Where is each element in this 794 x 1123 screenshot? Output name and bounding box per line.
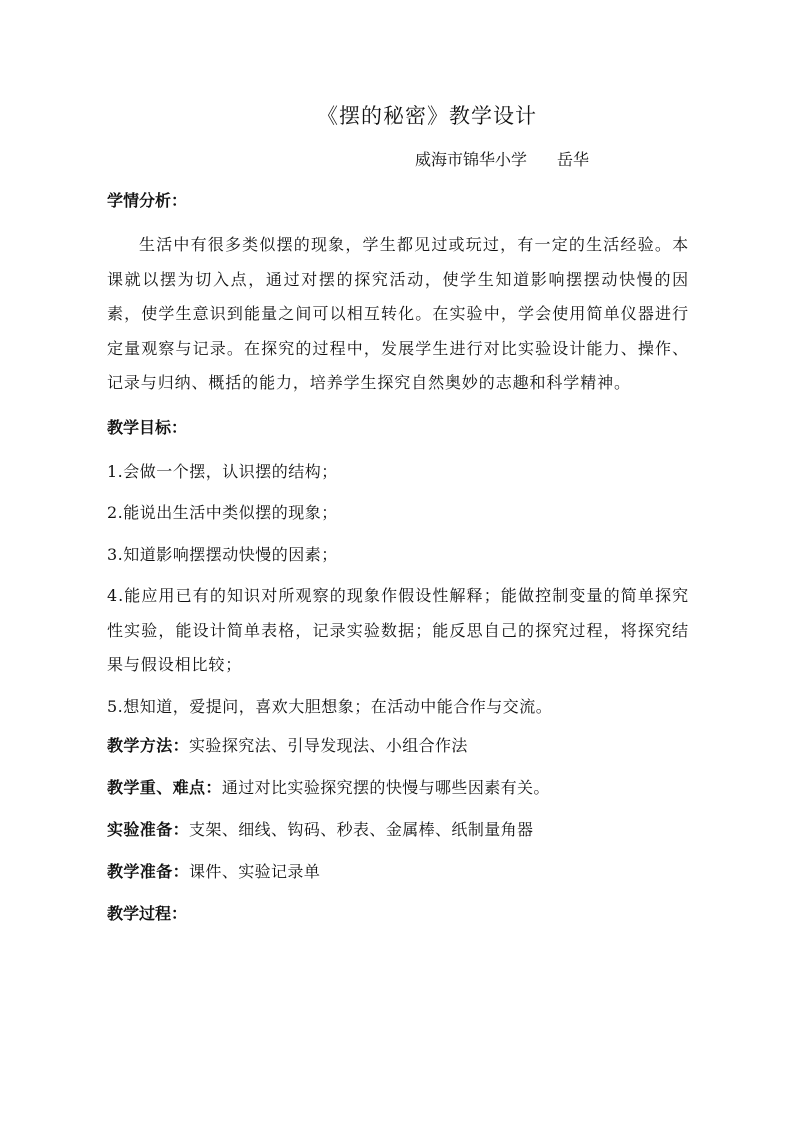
teaching-prep-label: 教学准备： (107, 862, 190, 881)
document-title: 《摆的秘密》教学设计 (317, 104, 537, 128)
goal-item-3: 3.知道影响摆摆动快慢的因素； (107, 544, 338, 564)
experiment-prep-line (107, 815, 689, 845)
teaching-goals-heading: 教学目标： (107, 417, 188, 437)
student-analysis-paragraph: 生活中有很多类似摆的现象，学生都见过或玩过，有一定的生活经验。本课就以摆为切入点，通过对摆的探究活动，使学生知道影响摆摆动快慢的因素，使学生意识到能量之间可以相互转化。在实验中，学会使用简单仪器进行定量观察与记录。在探究的过程中，发展学生进行对比实验设计能力、操作、记录与归纳、概括的能力，培养学生探究自然奥妙的志趣和科学精神。 (107, 235, 689, 392)
goal-item-5: 5.想知道，爱提问，喜欢大胆想象；在活动中能合作与交流。 (107, 696, 553, 716)
student-analysis-heading: 学情分析： (107, 191, 188, 210)
experiment-prep-label: 实验准备： (107, 820, 190, 839)
teaching-prep-value: 课件、实验记录单 (189, 862, 321, 881)
experiment-prep-value: 支架、细线、钩码、秒表、金属棒、纸制量角器 (189, 820, 534, 839)
teaching-process-heading: 教学过程： (107, 904, 188, 923)
author-line (415, 147, 589, 170)
teaching-method-line (107, 731, 689, 761)
document-body (107, 186, 689, 941)
goal-item-1: 1.会做一个摆，认识摆的结构； (107, 461, 338, 481)
teaching-prep-line (107, 857, 689, 887)
key-points-value: 通过对比实验探究摆的快慢与哪些因素有关。 (221, 778, 550, 797)
teaching-method-label: 教学方法： (107, 736, 190, 755)
school-name: 威海市锦华小学 (415, 150, 528, 169)
goal-item-2: 2.能说出生活中类似摆的现象； (107, 503, 338, 522)
goal-item-4: 4.能应用已有的知识对所观察的现象作假设性解释；能做控制变量的简单探究性实验，能设计简单表格，记录实验数据；能反思自己的探究过程，将探究结果与假设相比较； (107, 586, 689, 674)
teaching-method-value: 实验探究法、引导发现法、小组合作法 (189, 736, 468, 755)
key-points-line (107, 773, 689, 803)
key-points-label: 教学重、难点： (107, 778, 222, 797)
author-name: 岳华 (557, 150, 590, 169)
